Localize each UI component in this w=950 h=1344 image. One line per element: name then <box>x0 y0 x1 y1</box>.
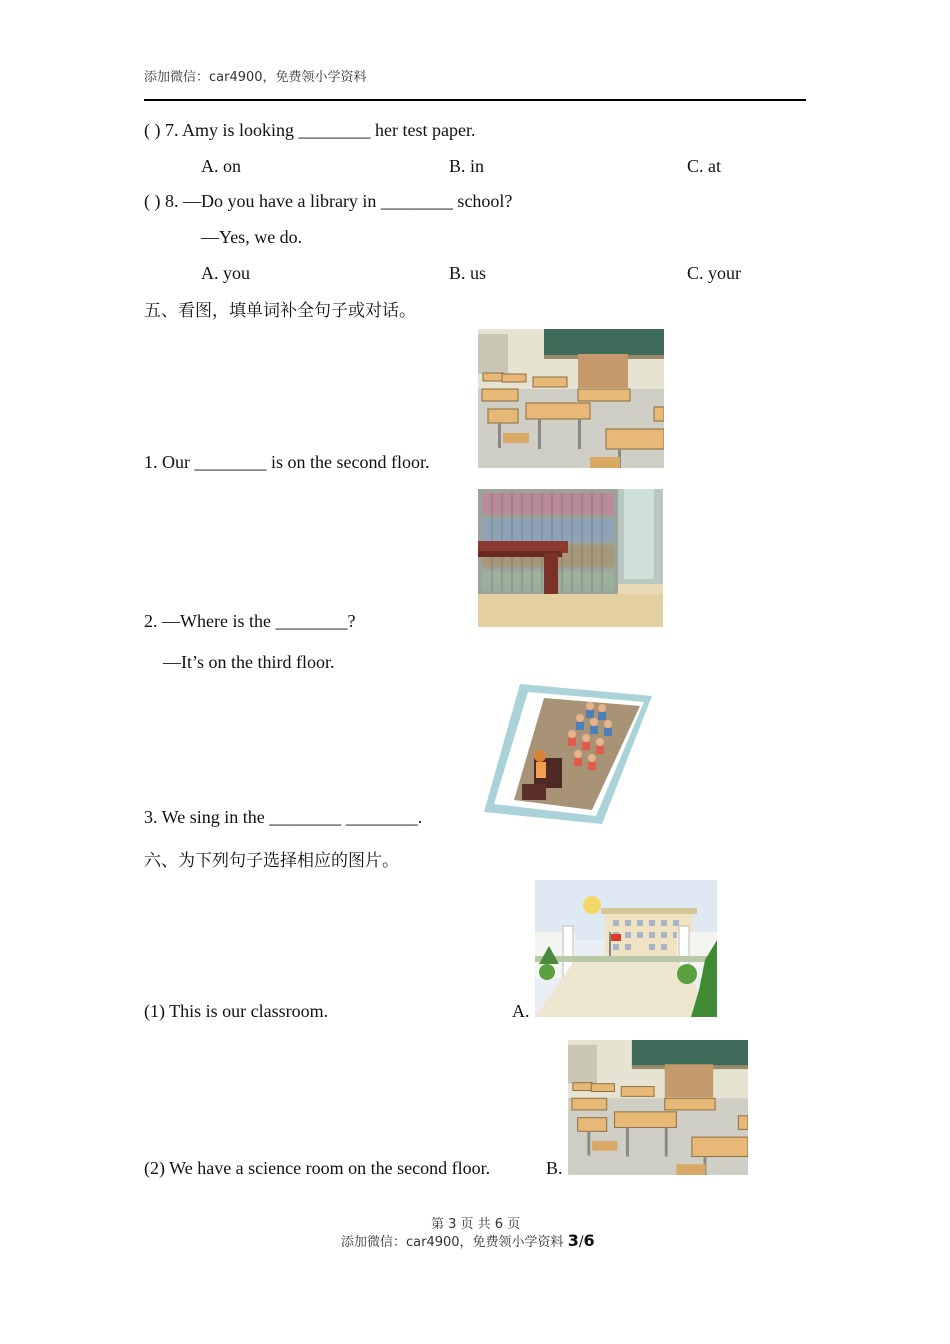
footer-page-current: 3 <box>567 1231 579 1250</box>
footer-page-line: 第 3 页 共 6 页 <box>431 1217 521 1232</box>
school-picture <box>535 880 717 1017</box>
section-5-item-1: 1. Our ________ is on the second floor. <box>144 452 430 472</box>
footer-page-total: 6 <box>583 1231 595 1250</box>
section-5-item-2: 2. —Where is the ________? <box>144 611 356 631</box>
section-6-title: 六、为下列句子选择相应的图片。 <box>144 851 399 871</box>
q8-option-a: A. you <box>201 263 250 283</box>
header-divider <box>144 99 806 101</box>
question-7-stem: ( ) 7. Amy is looking ________ her test paper. <box>144 120 476 140</box>
library-picture <box>478 489 663 627</box>
q7-option-a: A. on <box>201 156 241 176</box>
section-6-option-b-letter: B. <box>546 1158 563 1178</box>
section-5-item-3: 3. We sing in the ________ ________. <box>144 807 423 827</box>
footer-page-separator: / <box>578 1234 584 1250</box>
question-8-stem: ( ) 8. —Do you have a library in ________ school? <box>144 191 513 211</box>
section-6-item-1: (1) This is our classroom. <box>144 1001 329 1021</box>
q7-option-b: B. in <box>449 156 485 176</box>
music-room-picture <box>484 684 652 824</box>
header-promo: 添加微信：car4900，免费领小学资料 <box>144 70 367 85</box>
q8-option-b: B. us <box>449 263 487 283</box>
q8-option-c: C. your <box>687 263 741 283</box>
classroom-picture-b <box>568 1040 748 1175</box>
section-6-item-2: (2) We have a science room on the second floor. <box>144 1158 491 1178</box>
question-8-answer-line: —Yes, we do. <box>201 227 303 247</box>
footer-promo-text: 添加微信：car4900，免费领小学资料 <box>341 1235 564 1250</box>
q7-option-c: C. at <box>687 156 721 176</box>
classroom-picture <box>478 329 664 468</box>
section-5-item-2-answer: —It’s on the third floor. <box>163 652 335 672</box>
section-5-title: 五、看图，填单词补全句子或对话。 <box>144 301 416 321</box>
footer-promo <box>341 1231 595 1250</box>
section-6-option-a-letter: A. <box>512 1001 530 1021</box>
